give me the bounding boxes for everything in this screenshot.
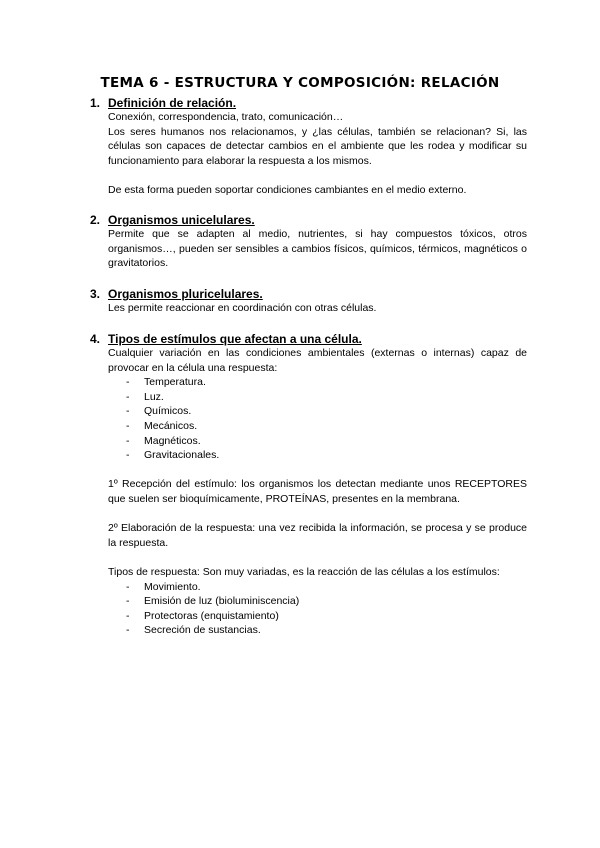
page-title: TEMA 6 - ESTRUCTURA Y COMPOSICIÓN: RELACIÓN (100, 75, 500, 91)
list-item: - Luz. (126, 390, 164, 403)
section-number: 4. (90, 332, 101, 346)
paragraph: Les permite reaccionar en coordinación con otras células. (108, 302, 377, 314)
stimuli-list (90, 375, 527, 463)
list-item: - Mecánicos. (126, 419, 198, 432)
section-heading (90, 332, 527, 346)
section-number: 1. (90, 96, 101, 110)
list-item: - Magnéticos. (126, 434, 201, 447)
section-title: Organismos pluricelulares. (108, 287, 263, 301)
paragraph: 1º Recepción del estímulo: los organismos los detectan mediante unos RECEPTORES que suelen ser bioquímicamente, PROTEÍNAS, presentes en la membrana. (108, 478, 527, 505)
list-item: - Gravitacionales. (126, 449, 220, 462)
list-item: - Secreción de sustancias. (126, 624, 261, 637)
section-number: 3. (90, 287, 101, 301)
list-item: - Temperatura. (126, 376, 206, 389)
list-item: - Movimiento. (126, 580, 201, 593)
paragraph: De esta forma pueden soportar condiciones cambiantes en el medio externo. (108, 183, 467, 196)
section-definicion (90, 96, 527, 198)
paragraph: Los seres humanos nos relacionamos, y ¿las células, también se relacionan? Si, las células son capaces de detectar cambios en el ambiente que les rodea y modificar su funcionamiento para elaborar la respuesta a los mismos. (108, 125, 527, 167)
paragraph: Cualquier variación en las condiciones ambientales (externas o internas) capaz de provocar en la célula una respuesta: (108, 347, 527, 374)
list-item: - Protectoras (enquistamiento) (126, 609, 279, 622)
section-pluricelulares (90, 287, 527, 316)
section-heading (90, 287, 527, 301)
paragraph: 2º Elaboración de la respuesta: una vez recibida la información, se procesa y se produce la respuesta. (108, 522, 527, 549)
list-item: - Emisión de luz (bioluminiscencia) (126, 595, 300, 608)
paragraph: Conexión, correspondencia, trato, comunicación… (108, 111, 344, 123)
section-title: Tipos de estímulos que afectan a una célula. (108, 332, 362, 346)
section-title: Organismos unicelulares. (108, 213, 255, 227)
section-number: 2. (90, 213, 101, 227)
paragraph: Tipos de respuesta: Son muy variadas, es la reacción de las células a los estímulos: (108, 565, 500, 578)
section-title: Definición de relación. (108, 96, 237, 110)
responses-list (90, 580, 527, 638)
section-heading (90, 96, 527, 110)
section-tipos-estimulos (90, 332, 527, 638)
section-unicelulares (90, 213, 527, 271)
paragraph: Permite que se adapten al medio, nutrientes, si hay compuestos tóxicos, otros organismos…, pueden ser sensibles a cambios físicos, químicos, térmicos, magnéticos o gravitatorios. (108, 228, 527, 270)
list-item: - Químicos. (126, 405, 192, 418)
section-heading (90, 213, 527, 227)
